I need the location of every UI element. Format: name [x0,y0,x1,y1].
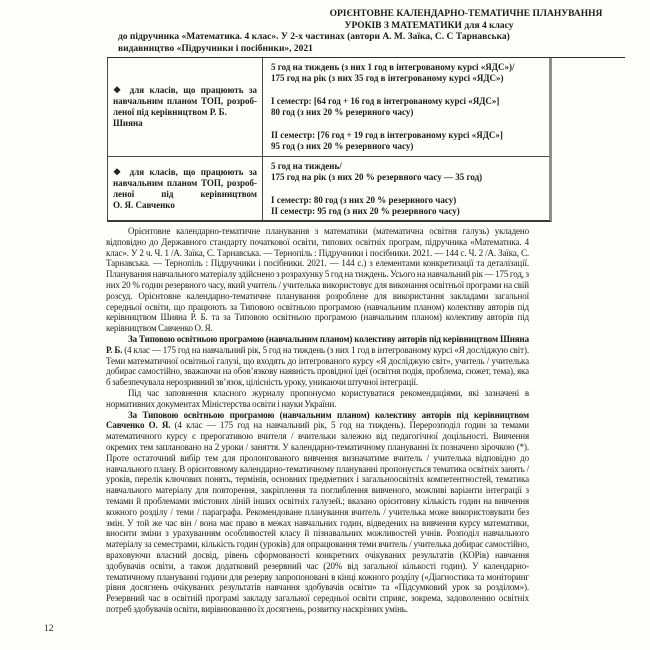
paragraph: За Типовою освітньою програмою (навчальним планом) колективу авторів під керівництвом Шияна Р. Б. (4 клас — 175 год на навчальний рік, 5 год на тиждень (з них 1 год в інтегрованому курсі «Я досліджую світ). Теми математичної освітньої галузі, що входять до інтегрованого курсу «Я досліджую світ», учитель / учителька добирає самостійно, зважаючи на обов’язкову наявність провідної ідеї (освітня подія, проблема, сюжет, тема), яка б забезпечувала нерозривний зв’язок, цілісність уроку, уникаючи штучної інтеграції. [106,333,529,388]
hours-detail-cell [263,58,549,156]
plan-variant-line: О. Я. Савченко [113,199,175,210]
plan-variant-line: навчальним планом ТОП, розроб- [113,96,257,106]
paragraph: За Типовою освітньою програмою (навчальним планом) колективу авторів під керівництвом Савченко О. Я. (4 клас — 175 год на навчальний рік, 5 год на тиждень). Перерозподіл годин за темами математичного курсу є прерогативою вчителя / вчительки залежно від педагогічної доцільності. Вивчення окремих тем заплановано на 2 уроки / заняття. У календарно-тематичному плануванні їх позначено зірочкою (*). Проте остаточний вибір тем для пролонгованого вивчення визначатиме вчитель / учителька відповідно до навчального плану. В орієнтовному календарно-тематичному плануванні пропонується тематика освітніх занять / уроків, перелік ключових понять, термінів, основних предметних і загальноосвітніх компетентностей, тематика навчального матеріалу для повторення, закріплення та поглиблення вивченого, можливі варіанти інтеграції з темами й проблемами змістових ліній інших освітніх галузей.; вказано орієнтовну кількість годин на вивчення кожного розділу / теми / параграфа. Рекомендоване планування вчитель / учителька може використовувати без змін. У той же час він / вона має право в межах навчальних годин, відведених на вивчення курсу математики, вносити зміни з урахуванням особливостей класу й пізнавальних можливостей учнів. Розподіл навчального матеріалу за семестрами, кількість годин (уроків) для опрацювання теми вчитель / учителька добирає самостійно, враховуючи власний досвід, рівень сформованості конкретних очікуваних результатів (КОРів) навчання здобувачів освіти, а також додатковий резервний час (20% від загальної кількості годин). У календарно-тематичному плануванні години для резерву запропоновані в кінці кожного розділу («Діагностика та моніторинг рівня досягнень очікуваних результатів навчання здобувачів освіти» та «Підсумковий урок за розділом»). Резервний час в освітній програмі закладу загальної середньої освіти сприяє, зокрема, задоволенню освітніх потреб здобувачів освіти, вирівнюванню їх досягнень, розвитку наскрізних умінь. [106,409,529,614]
hours-detail-line: 5 год на тиждень/ [271,161,342,171]
hours-detail-line: 175 год на рік (з них 20 % резервного часу — 35 год) [271,171,483,182]
body-paragraphs [106,226,529,615]
doc-title-line2: УРОКІВ З МАТЕМАТИКИ для 4 класу [344,20,514,31]
hours-detail-line: 80 год (з них 20 % резервного часу) [271,106,414,117]
table-row [108,157,549,220]
hours-table [107,58,552,222]
hours-detail-spacer [271,117,543,130]
doc-subtitle-line1: до підручника «Математика. 4 клас». У 2-х частинах (автори А. М. Заїка, С. С Тарнавська) [118,32,510,42]
hours-detail-line: І семестр: [64 год + 16 год в інтегрованому курсі «ЯДС»] [271,96,500,106]
hours-detail-spacer [271,83,543,96]
plan-variant-line: леної під керівництвом Р. Б. Шияна [113,107,227,128]
diamond-bullet-icon: ❖ [113,166,125,177]
hours-detail-line: 5 год на тиждень (з них 1 год в інтегрованому курсі «ЯДС»)/ [271,62,515,72]
plan-variant-line: навчальним планом ТОП, розроб- [113,177,257,188]
hours-detail-line: ІІ семестр: [76 год + 19 год в інтегрованому курсі «ЯДС»] [271,130,503,140]
hours-detail-cell [263,157,549,220]
hours-detail-line: 175 год на рік (з них 35 год в інтегрованому курсі «ЯДС») [271,72,504,83]
plan-variant-cell [108,58,263,156]
plan-variant-line: ❖ для класів, що працюють за [113,85,257,95]
paragraph: Орієнтовне календарно-тематичне планування з математики (математична освітня галузь) укладено відповідно до Державного стандарту початкової освіти, типових освітніх програм, підручника «Математика. 4 клас». У 2 ч. Ч. 1 /А. Заїка, С. Тарнавська. — Тернопіль : Підручники і посібники. 2021. — 144 с. Ч. 2 /А. Заїка, С. Тарнавська. — Тернопіль : Підручники і посібники. 2021. — 144 с.) з елементами конкретизації та деталізації. Планування навчального матеріалу здійснено з розрахунку 5 год на тиждень. Усього на навчальний рік — 175 год, з них 20 % годин резервного часу, який учитель / учителька використовує для виконання освітньої програми на свій розсуд. Орієнтовне календарно-тематичне планування розроблене для використання закладами загальної середньої освіти, що працюють за Типовою освітньою програмою (навчальним планом) колективу авторів під керівництвом Шияна Р. Б. та за Типовою освітньою програмою (навчальним планом) колективу авторів під керівництвом Савченко О. Я. [106,226,529,334]
page-number: 12 [44,624,54,634]
doc-subtitle-line2: видавництво «Підручники і посібники», 2021 [118,43,313,54]
hours-detail-line: ІІ семестр: 95 год (з них 20 % резервного часу) [271,205,460,216]
hours-detail-line: 95 год (з них 20 % резервного часу) [271,140,414,151]
hours-detail-line: І семестр: 80 год (з них 20 % резервного часу) [271,195,457,205]
table-row [108,58,549,157]
plan-variant-cell [108,157,263,220]
hours-detail-spacer [271,182,543,195]
plan-variant-line: леної під керівництвом [113,188,257,199]
doc-title-line1: ОРІЄНТОВНЕ КАЛЕНДАРНО-ТЕМАТИЧНЕ ПЛАНУВАННЯ [329,9,603,19]
paragraph: Під час заповнення класного журналу пропонуємо користуватися рекомендаціями, які зазначені в нормативних документах Міністерства освіти і науки України. [106,387,529,409]
plan-variant-line: ❖ для класів, що працюють за [113,166,257,177]
diamond-bullet-icon: ❖ [113,85,125,95]
